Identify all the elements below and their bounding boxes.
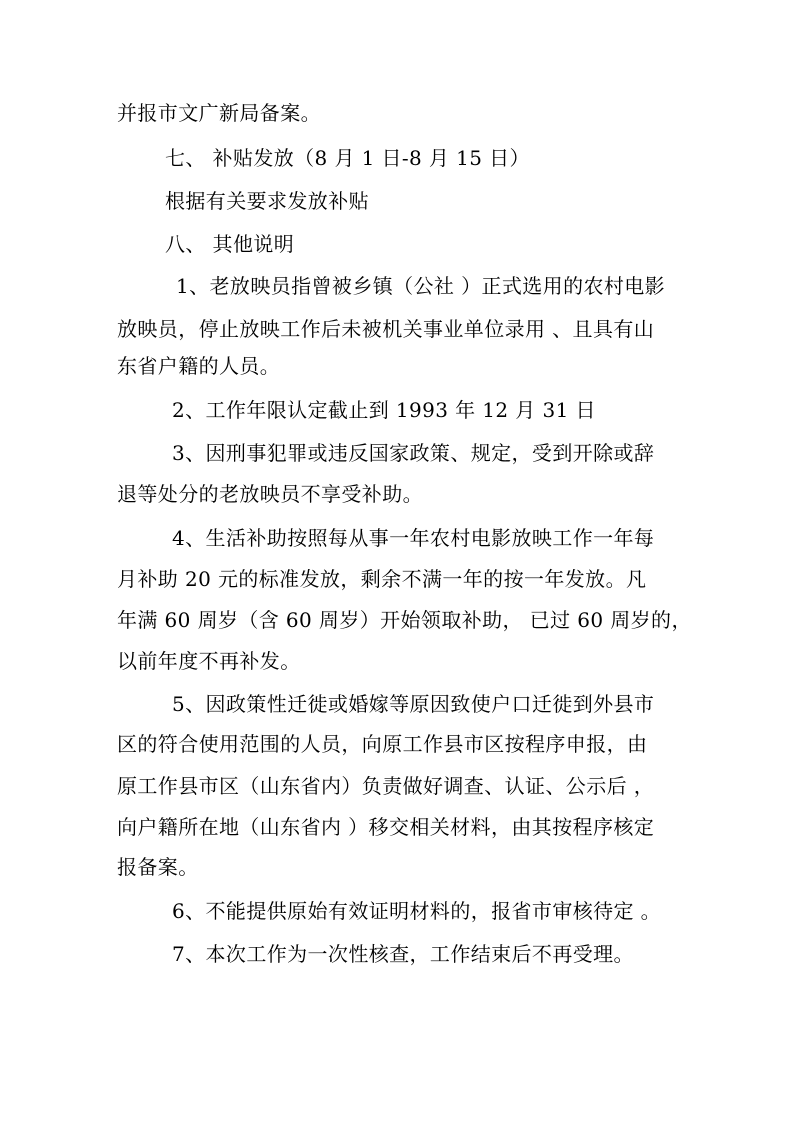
paragraph-line: 6、不能提供原始有效证明材料的，报省市审核待定 。 xyxy=(172,899,662,923)
paragraph-line: 1、老放映员指曾被乡镇（公社 ）正式选用的农村电影 xyxy=(176,274,666,298)
section-heading-eight: 八、 其他说明 xyxy=(165,232,295,256)
paragraph-line: 年满 60 周岁（含 60 周岁）开始领取补助， 已过 60 周岁的， xyxy=(117,608,692,632)
paragraph-line: 区的符合使用范围的人员，向原工作县市区按程序申报，由 xyxy=(117,732,648,756)
paragraph-line: 报备案。 xyxy=(117,855,199,879)
paragraph-line: 根据有关要求发放补贴 xyxy=(165,189,369,213)
paragraph-line: 以前年度不再补发。 xyxy=(117,649,301,673)
paragraph-line: 5、因政策性迁徙或婚嫁等原因致使户口迁徙到外县市 xyxy=(172,692,655,716)
paragraph-line: 7、本次工作为一次性核查，工作结束后不再受理。 xyxy=(172,942,634,966)
paragraph-line: 月补助 20 元的标准发放，剩余不满一年的按一年发放。凡 xyxy=(117,567,647,591)
paragraph-line: 并报市文广新局备案。 xyxy=(117,101,321,125)
paragraph-line: 3、因刑事犯罪或违反国家政策、规定，受到开除或辞 xyxy=(172,441,655,465)
paragraph-line: 东省户籍的人员。 xyxy=(117,354,281,378)
paragraph-line: 退等处分的老放映员不享受补助。 xyxy=(117,482,423,506)
paragraph-line: 向户籍所在地（山东省内 ）移交相关材料，由其按程序核定 xyxy=(117,815,655,839)
paragraph-line: 2、工作年限认定截止到 1993 年 12 月 31 日 xyxy=(172,398,596,422)
paragraph-line: 原工作县市区（山东省内）负责做好调查、认证、公示后 ， xyxy=(117,774,655,798)
paragraph-line: 4、生活补助按照每从事一年农村电影放映工作一年每 xyxy=(172,526,655,550)
paragraph-line: 放映员，停止放映工作后未被机关事业单位录用 、且具有山 xyxy=(117,317,655,341)
section-heading-seven: 七、 补贴发放（8 月 1 日-8 月 15 日） xyxy=(165,146,530,170)
